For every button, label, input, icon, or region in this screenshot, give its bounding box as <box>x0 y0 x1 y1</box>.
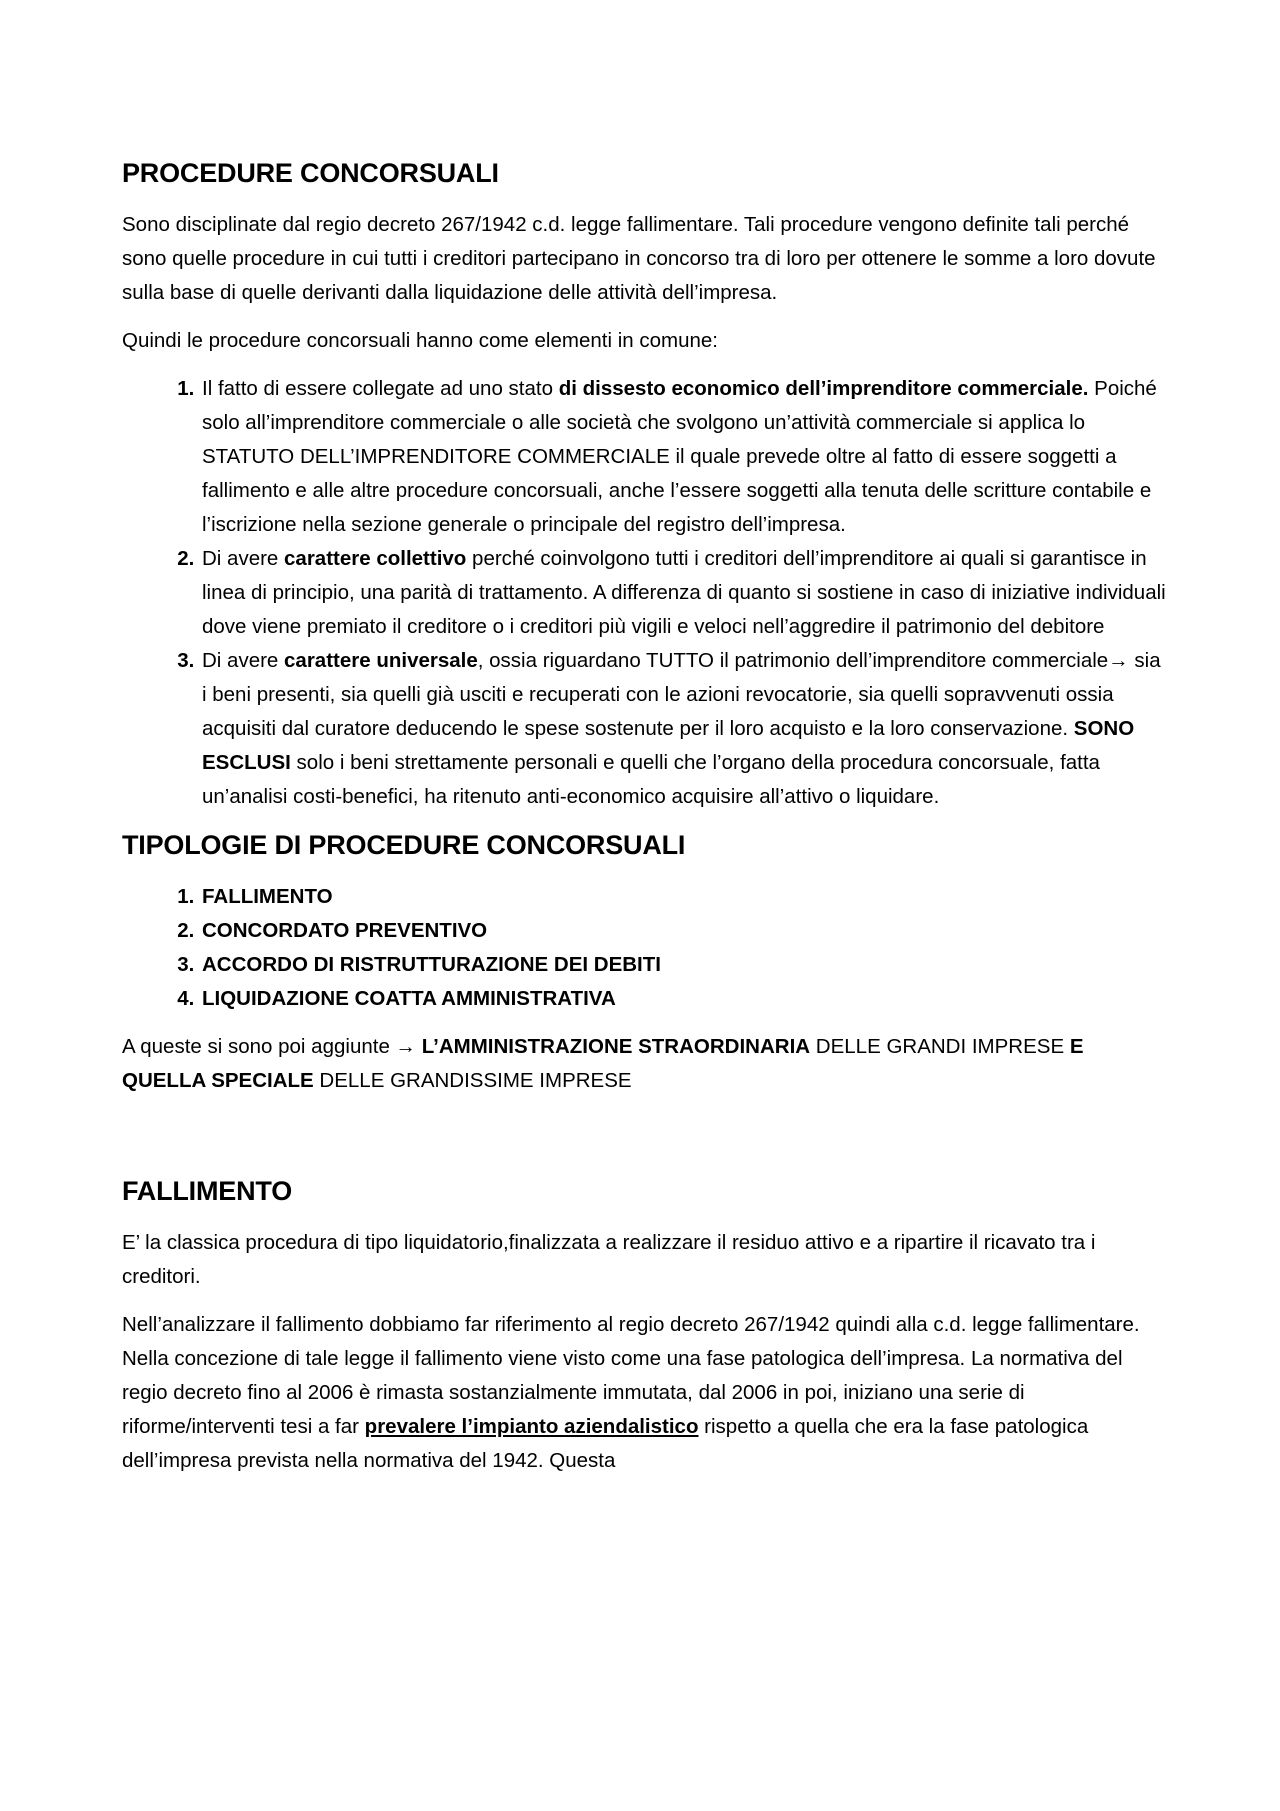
list-item: 1. FALLIMENTO <box>200 880 1170 914</box>
section-title-procedure-concorsuali: PROCEDURE CONCORSUALI <box>122 158 499 188</box>
item-text: Di avere <box>202 649 285 672</box>
list-item <box>200 644 1170 814</box>
list-item: 2. CONCORDATO PREVENTIVO <box>200 914 1170 948</box>
note-bold-text: E QUELLA SPECIALE <box>122 1035 1084 1092</box>
section-title-tipologie: TIPOLOGIE DI PROCEDURE CONCORSUALI <box>122 830 686 860</box>
note-bold-text: L’AMMINISTRAZIONE STRAORDINARIA <box>421 1035 811 1058</box>
list-item: 4. LIQUIDAZIONE COATTA AMMINISTRATIVA <box>200 982 1170 1016</box>
item-bold-text: carattere universale <box>284 649 478 672</box>
paragraph-text: Nell’analizzare il fallimento dobbiamo far riferimento al regio decreto 267/1942 quindi alla c.d. legge fallimentare. Nella concezione di tale legge il fallimento viene visto come una fase patologica dell’impresa. La normativa del regio decreto fino al 2006 è rimasta sostanzialmente immutata, dal 2006 in poi, iniziano una serie di riforme/interventi tesi a far <box>122 1313 1140 1438</box>
note-text: A queste si sono poi aggiunte → <box>122 1035 422 1058</box>
list-item <box>200 372 1170 542</box>
underlined-bold-text: prevalere l’impianto aziendalistico <box>364 1415 699 1438</box>
section-title-fallimento: FALLIMENTO <box>122 1176 292 1206</box>
item-bold-text: di dissesto economico dell’imprenditore commerciale. <box>558 377 1089 400</box>
note-text: DELLE GRANDI IMPRESE <box>810 1035 1070 1058</box>
common-elements-list <box>122 372 1170 814</box>
list-item <box>200 542 1170 644</box>
item-text: Il fatto di essere collegate ad uno stato <box>202 377 559 400</box>
list-item: 3. ACCORDO DI RISTRUTTURAZIONE DEI DEBITI <box>200 948 1170 982</box>
fallimento-paragraph-1: E’ la classica procedura di tipo liquidatorio,finalizzata a realizzare il residuo attivo e a ripartire il ricavato tra i creditori. <box>122 1231 1096 1288</box>
item-text: , ossia riguardano TUTTO il patrimonio dell’imprenditore commerciale→ sia i beni presenti, sia quelli già usciti e recuperati con le azioni revocatorie, sia quelli sopravvenuti ossia acquisiti dal curatore deducendo le spese sostenute per il loro acquisto e la loro conservazione. <box>202 649 1161 740</box>
fallimento-paragraph-2 <box>122 1308 1170 1478</box>
paragraph-text: rispetto a quella che era la fase patologica dell’impresa prevista nella normativa del 1942. Questa <box>122 1415 1089 1472</box>
lead-paragraph: Quindi le procedure concorsuali hanno come elementi in comune: <box>122 329 718 352</box>
additional-procedures-paragraph <box>122 1030 1170 1098</box>
item-text: perché coinvolgono tutti i creditori dell’imprenditore ai quali si garantisce in linea di principio, una parità di trattamento. A differenza di quanto si sostiene in caso di iniziative individuali dove viene premiato il creditore o i creditori più vigili e veloci nell’aggredire il patrimonio del debitore <box>202 547 1166 638</box>
item-text: solo i beni strettamente personali e quelli che l’organo della procedura concorsuale, fatta un’analisi costi-benefici, ha ritenuto anti-economico acquisire all’attivo o liquidare. <box>202 751 1100 808</box>
item-bold-text: carattere collettivo <box>284 547 467 570</box>
note-text: DELLE GRANDISSIME IMPRESE <box>313 1069 632 1092</box>
intro-paragraph: Sono disciplinate dal regio decreto 267/1942 c.d. legge fallimentare. Tali procedure vengono definite tali perché sono quelle procedure in cui tutti i creditori partecipano in concorso tra di loro per ottenere le somme a loro dovute sulla base di quelle derivanti dalla liquidazione delle attività dell’impresa. <box>122 213 1156 304</box>
procedure-types-list <box>122 880 1170 1016</box>
item-bold-text: SONO ESCLUSI <box>202 717 1135 774</box>
item-text: Di avere <box>202 547 285 570</box>
item-text: Poiché solo all’imprenditore commerciale o alle società che svolgono un’attività commerciale si applica lo STATUTO DELL’IMPRENDITORE COMMERCIALE il quale prevede oltre al fatto di essere soggetti a fallimento e alle altre procedure concorsuali, anche l’essere soggetti alla tenuta delle scritture contabile e l’iscrizione nella sezione generale o principale del registro dell’impresa. <box>202 377 1157 536</box>
